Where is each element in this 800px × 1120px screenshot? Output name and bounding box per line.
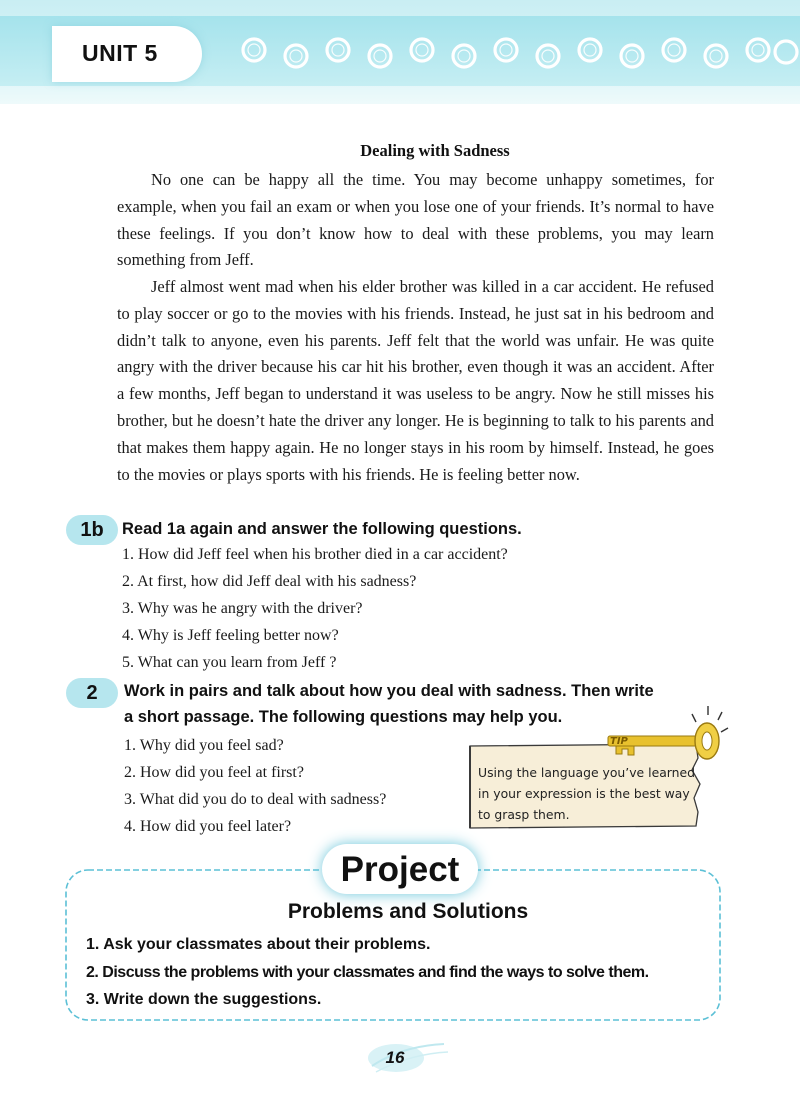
project-title: Project xyxy=(340,850,460,889)
reading-paragraph-2: Jeff almost went mad when his elder brother was killed in a car accident. He refused to play soccer or go to the movies with his friends. Instead, he just sat in his bedroom and didn’t talk to anyone, even his parents. Jeff felt that the world was unfair. He was quite angry with the driver because his car hit his brother, even though it was an accident. After a few months, Jeff began to understand it was useless to be angry. Now he still misses his brother, but he doesn’t hate the driver any longer. He is beginning to talk to his parents and that makes them happy again. He no longer stays in his room by himself. Instead, he goes to the movies or plays sports with his friends. He is feeling better now. xyxy=(117,277,714,484)
exercise-2-instruction-line-2: a short passage. The following questions may help you. xyxy=(124,708,563,726)
exercise-1b-question-2: 2. At first, how did Jeff deal with his sadness? xyxy=(122,573,417,590)
exercise-2-instruction-line-1: Work in pairs and talk about how you deal with sadness. Then write xyxy=(124,682,654,700)
exercise-1b-question-5: 5. What can you learn from Jeff ? xyxy=(122,654,337,671)
exercise-1b-question-1: 1. How did Jeff feel when his brother died in a car accident? xyxy=(122,546,508,563)
reading-title: Dealing with Sadness xyxy=(360,141,510,160)
project-item-1: 1. Ask your classmates about their problems. xyxy=(86,936,431,953)
exercise-2-number: 2 xyxy=(86,682,98,704)
exercise-2-question-4: 4. How did you feel later? xyxy=(124,818,292,835)
tip-text: Using the language you’ve learned in your expression is the best way to grasp them. xyxy=(478,765,695,822)
unit-label: UNIT 5 xyxy=(82,40,158,66)
decorative-rings xyxy=(238,36,800,72)
exercise-2-question-3: 3. What did you do to deal with sadness? xyxy=(124,791,387,808)
tip-label: TIP xyxy=(610,736,628,747)
exercise-2-question-2: 2. How did you feel at first? xyxy=(124,764,304,781)
project-subtitle: Problems and Solutions xyxy=(287,900,529,923)
reading-paragraph-1: No one can be happy all the time. You may become unhappy sometimes, for example, when you fail an exam or when you lose one of your friends. It’s normal to have these feelings. If you don’t know how to deal with these problems, you may learn something from Jeff. xyxy=(117,170,714,270)
exercise-1b-question-3: 3. Why was he angry with the driver? xyxy=(122,600,363,617)
exercise-2-question-1: 1. Why did you feel sad? xyxy=(124,737,284,754)
exercise-1b-instruction: Read 1a again and answer the following questions. xyxy=(122,520,522,538)
project-item-3: 3. Write down the suggestions. xyxy=(86,991,322,1008)
exercise-1b-number: 1b xyxy=(80,519,104,541)
exercise-1b-question-4: 4. Why is Jeff feeling better now? xyxy=(122,627,339,644)
project-item-2: 2. Discuss the problems with your classmates and find the ways to solve them. xyxy=(86,964,649,981)
page-number: 16 xyxy=(385,1048,405,1067)
